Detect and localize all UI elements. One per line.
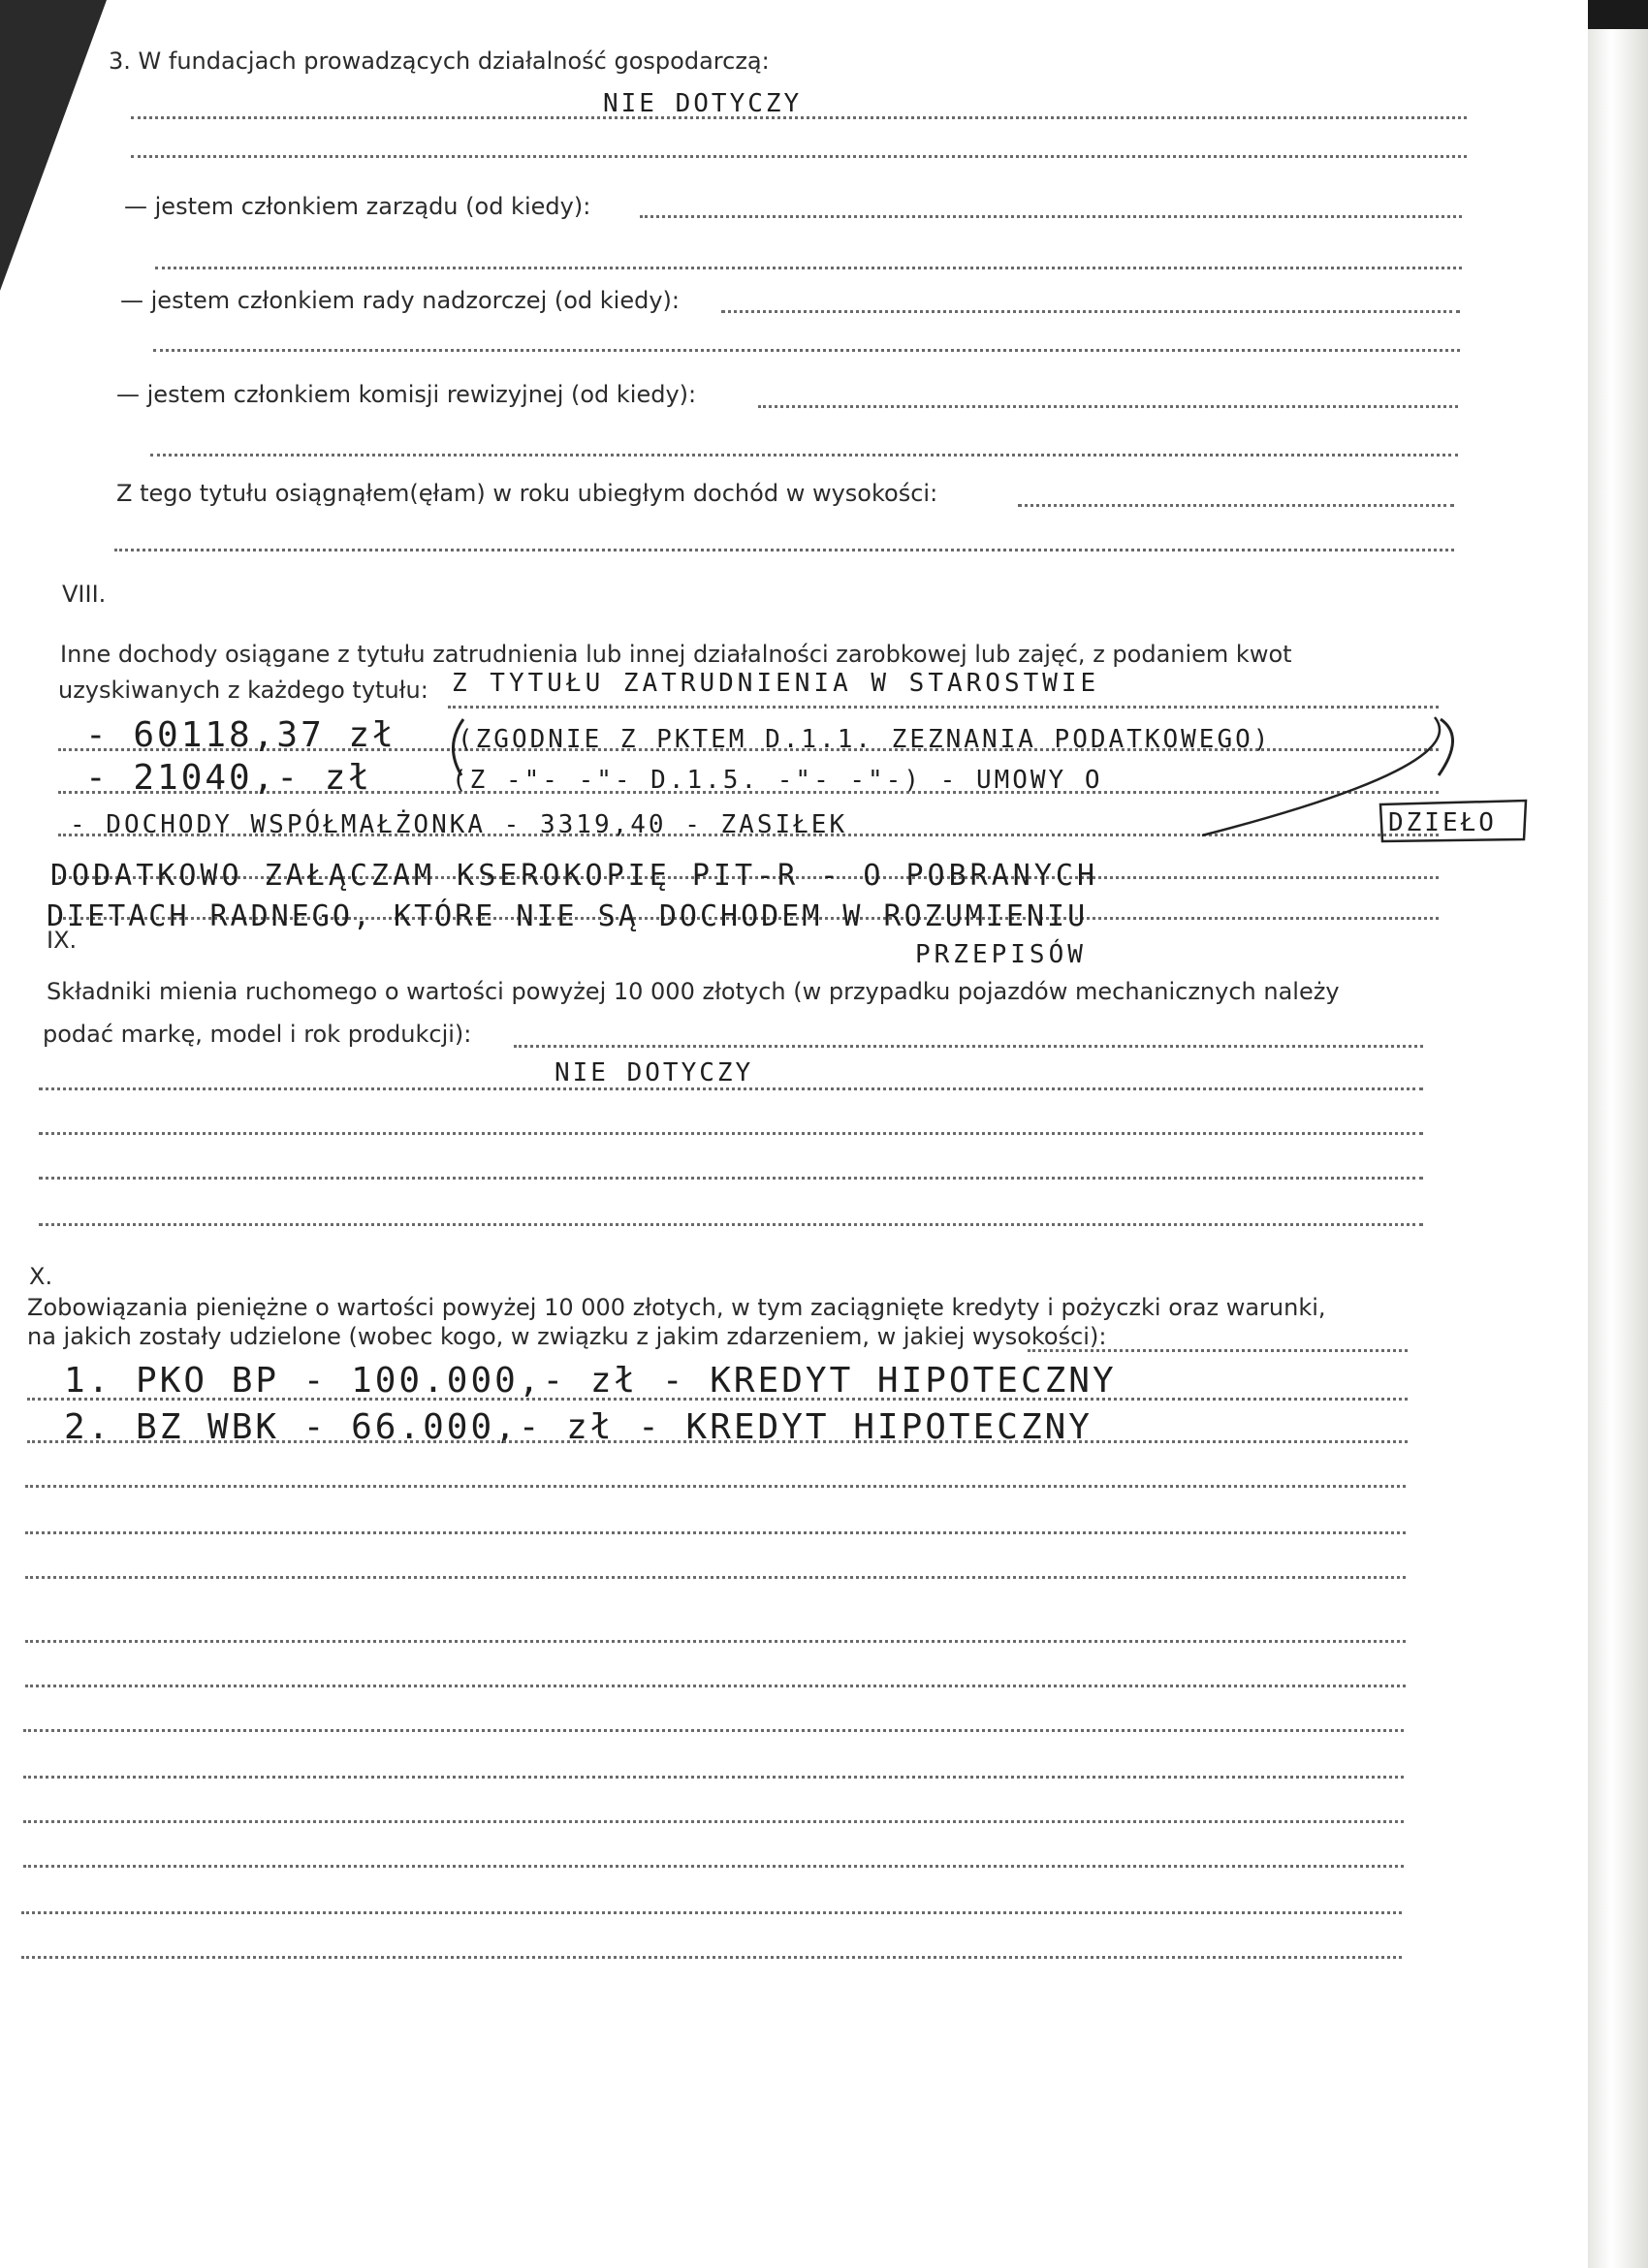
income-line-label: Z tego tytułu osiągnąłem(ęłam) w roku ubiegłym dochód w wysokości: [116,480,938,507]
dotted-line [1028,1349,1408,1352]
section-viii-text-1: Inne dochody osiągane z tytułu zatrudnienia lub innej działalności zarobkowej lub zajęć, z podaniem kwot [60,641,1292,668]
audit-member-label: — jestem członkiem komisji rewizyjnej (od kiedy): [116,381,697,408]
viii-hw-line-5: DODATKOWO ZAŁĄCZAM KSEROKOPIĘ PIT-R - O POBRANYCH [50,859,1099,893]
item3-heading: 3. W fundacjach prowadzących działalność gospodarczą: [109,47,770,75]
dotted-line [21,1956,1402,1959]
viii-hw-line-7: PRZEPISÓW [915,940,1087,969]
ix-answer: NIE DOTYCZY [555,1058,754,1087]
dotted-line [21,1911,1402,1914]
dotted-line [39,1223,1423,1226]
section-viii-number: VIII. [62,581,107,608]
viii-hw-line-4a: - DOCHODY WSPÓŁMAŁŻONKA - 3319,40 - ZASIŁEK [70,810,848,839]
dotted-line [25,1685,1406,1687]
x-hw-line-2: 2. BZ WBK - 66.000,- zł - KREDYT HIPOTECZNY [64,1407,1093,1447]
board-member-label: — jestem członkiem zarządu (od kiedy): [124,193,591,220]
dotted-line [39,1132,1423,1135]
viii-hw-line-2a: - 60118,37 zł [85,715,396,755]
item3-answer: NIE DOTYCZY [603,89,803,118]
viii-hw-line-1: Z TYTUŁU ZATRUDNIENIA W STAROSTWIE [452,669,1100,698]
section-ix-number: IX. [47,927,78,954]
viii-hw-line-2b: (ZGODNIE Z PKTEM D.1.1. ZEZNANIA PODATKOWEGO) [458,725,1272,754]
dotted-line [39,1087,1423,1090]
dotted-line [25,1485,1406,1488]
dotted-line [23,1729,1404,1732]
section-ix-text-2: podać markę, model i rok produkcji): [43,1021,472,1048]
supervisory-member-label: — jestem członkiem rady nadzorczej (od kiedy): [120,287,680,314]
dotted-line [23,1820,1404,1823]
dotted-line [39,1177,1423,1180]
dotted-line [25,1531,1406,1534]
dotted-line [27,1440,1408,1443]
dotted-line [27,1398,1408,1401]
section-ix-text-1: Składniki mienia ruchomego o wartości powyżej 10 000 złotych (w przypadku pojazdów mechanicznych należy [47,978,1340,1005]
viii-hw-line-3a: - 21040,- zł [85,758,373,798]
x-hw-line-1: 1. PKO BP - 100.000,- zł - KREDYT HIPOTECZNY [64,1361,1117,1401]
viii-hw-line-4b: DZIEŁO [1388,808,1497,837]
dotted-line [23,1776,1404,1779]
viii-hw-line-6: DIETACH RADNEGO, KTÓRE NIE SĄ DOCHODEM W ROZUMIENIU [47,899,1089,933]
viii-hw-line-3b: (Z -"- -"- D.1.5. -"- -"-) - UMOWY O [452,766,1103,795]
section-x-text-2: na jakich zostały udzielone (wobec kogo, w związku z jakim zdarzeniem, w jakiej wysokości): [27,1323,1107,1350]
dotted-line [23,1865,1404,1868]
section-viii-text-2: uzyskiwanych z każdego tytułu: [58,677,428,704]
dotted-line [25,1640,1406,1643]
dotted-line [514,1045,1423,1048]
section-x-text-1: Zobowiązania pieniężne o wartości powyżej 10 000 złotych, w tym zaciągnięte kredyty i pożyczki oraz warunki, [27,1294,1326,1321]
dotted-line [25,1576,1406,1579]
section-x-number: X. [29,1263,53,1290]
